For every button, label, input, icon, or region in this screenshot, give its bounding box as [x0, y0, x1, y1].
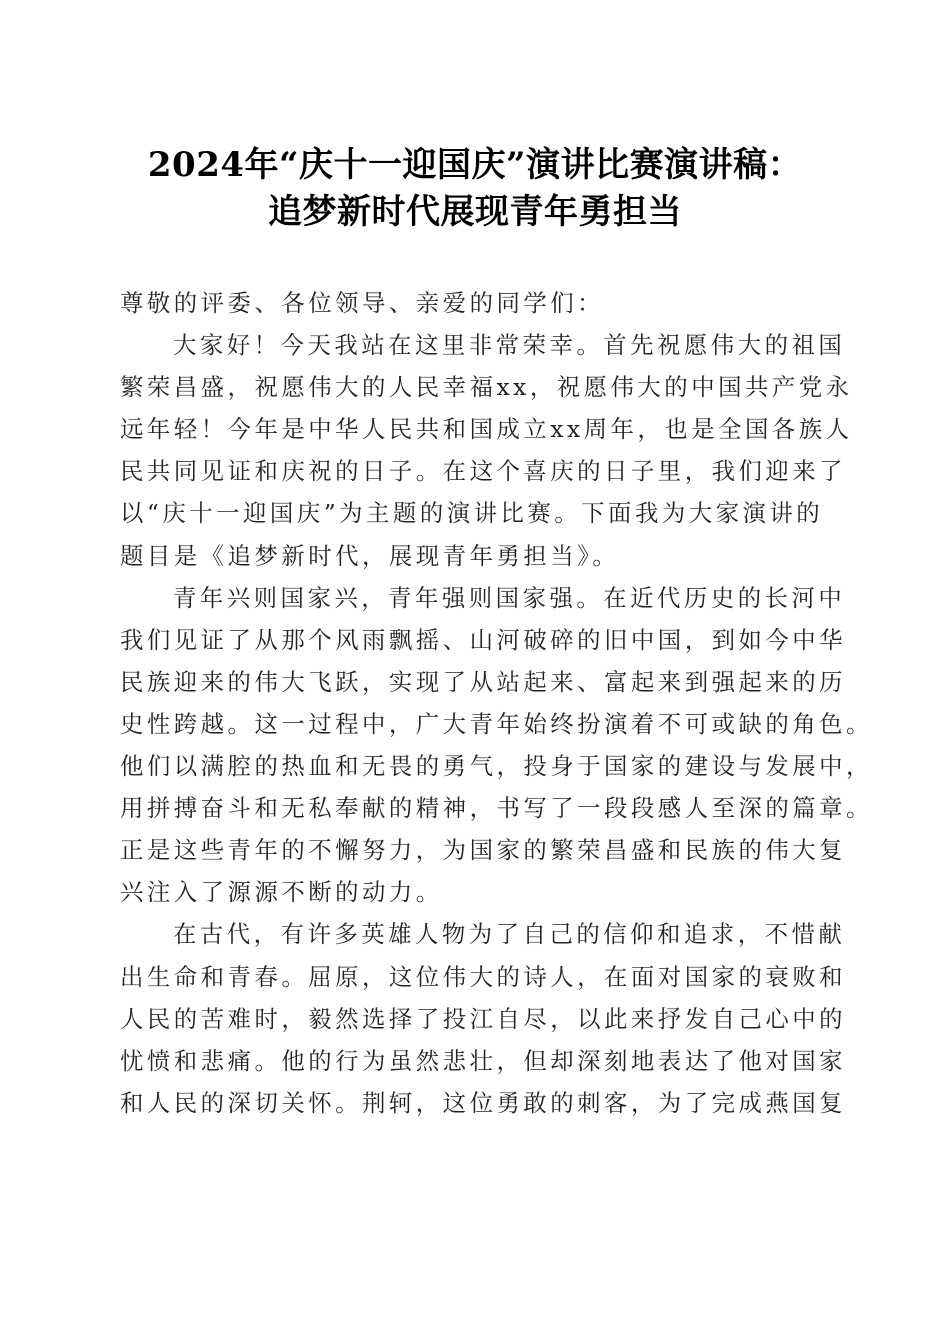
speech-body: [120, 282, 873, 1124]
paragraph-line: 民族迎来的伟大飞跃，实现了从站起来、富起来到强起来的历: [120, 667, 847, 696]
paragraph-line: 我们见证了从那个风雨飘摇、山河破碎的旧中国，到如今中华: [120, 625, 847, 654]
paragraph-line: 人民的苦难时，毅然选择了投江自尽，以此来抒发自己心中的: [120, 1004, 847, 1033]
paragraph-line: 正是这些青年的不懈努力，为国家的繁荣昌盛和民族的伟大复: [120, 836, 847, 865]
paragraph-line: 大家好！今天我站在这里非常荣幸。首先祝愿伟大的祖国: [173, 331, 846, 360]
title-line-1: 2024年“庆十一迎国庆”演讲比赛演讲稿：: [147, 145, 803, 185]
paragraph-line: 史性跨越。这一过程中，广大青年始终扮演着不可或缺的角色。: [120, 709, 873, 738]
paragraph-line: 忧愤和悲痛。他的行为虽然悲壮，但却深刻地表达了他对国家: [120, 1046, 847, 1075]
paragraph-line: 他们以满腔的热血和无畏的勇气，投身于国家的建设与发展中，: [120, 752, 873, 781]
document-title: [0, 142, 950, 236]
paragraph-line: 以“庆十一迎国庆”为主题的演讲比赛。下面我为大家演讲的: [120, 499, 824, 528]
paragraph-line: 出生命和青春。屈原，这位伟大的诗人，在面对国家的衰败和: [120, 962, 847, 991]
paragraph-line: 用拼搏奋斗和无私奉献的精神，书写了一段段感人至深的篇章。: [120, 794, 873, 823]
title-line-2: 追梦新时代展现青年勇担当: [268, 192, 682, 232]
paragraph-line: 繁荣昌盛，祝愿伟大的人民幸福xx，祝愿伟大的中国共产党永: [120, 373, 853, 402]
paragraph-line: 和人民的深切关怀。荆轲，这位勇敢的刺客，为了完成燕国复: [120, 1088, 847, 1117]
paragraph-line: 在古代，有许多英雄人物为了自己的信仰和追求，不惜献: [173, 920, 846, 949]
paragraph-line: 民共同见证和庆祝的日子。在这个喜庆的日子里，我们迎来了: [120, 457, 847, 486]
paragraph-line: 兴注入了源源不断的动力。: [120, 878, 443, 907]
paragraph-line: 远年轻！今年是中华人民共和国成立xx周年，也是全国各族人: [120, 415, 853, 444]
paragraph-line: 题目是《追梦新时代，展现青年勇担当》。: [120, 541, 620, 570]
salutation-line: 尊敬的评委、各位领导、亲爱的同学们：: [120, 289, 605, 317]
paragraph-line: 青年兴则国家兴，青年强则国家强。在近代历史的长河中: [173, 583, 846, 612]
